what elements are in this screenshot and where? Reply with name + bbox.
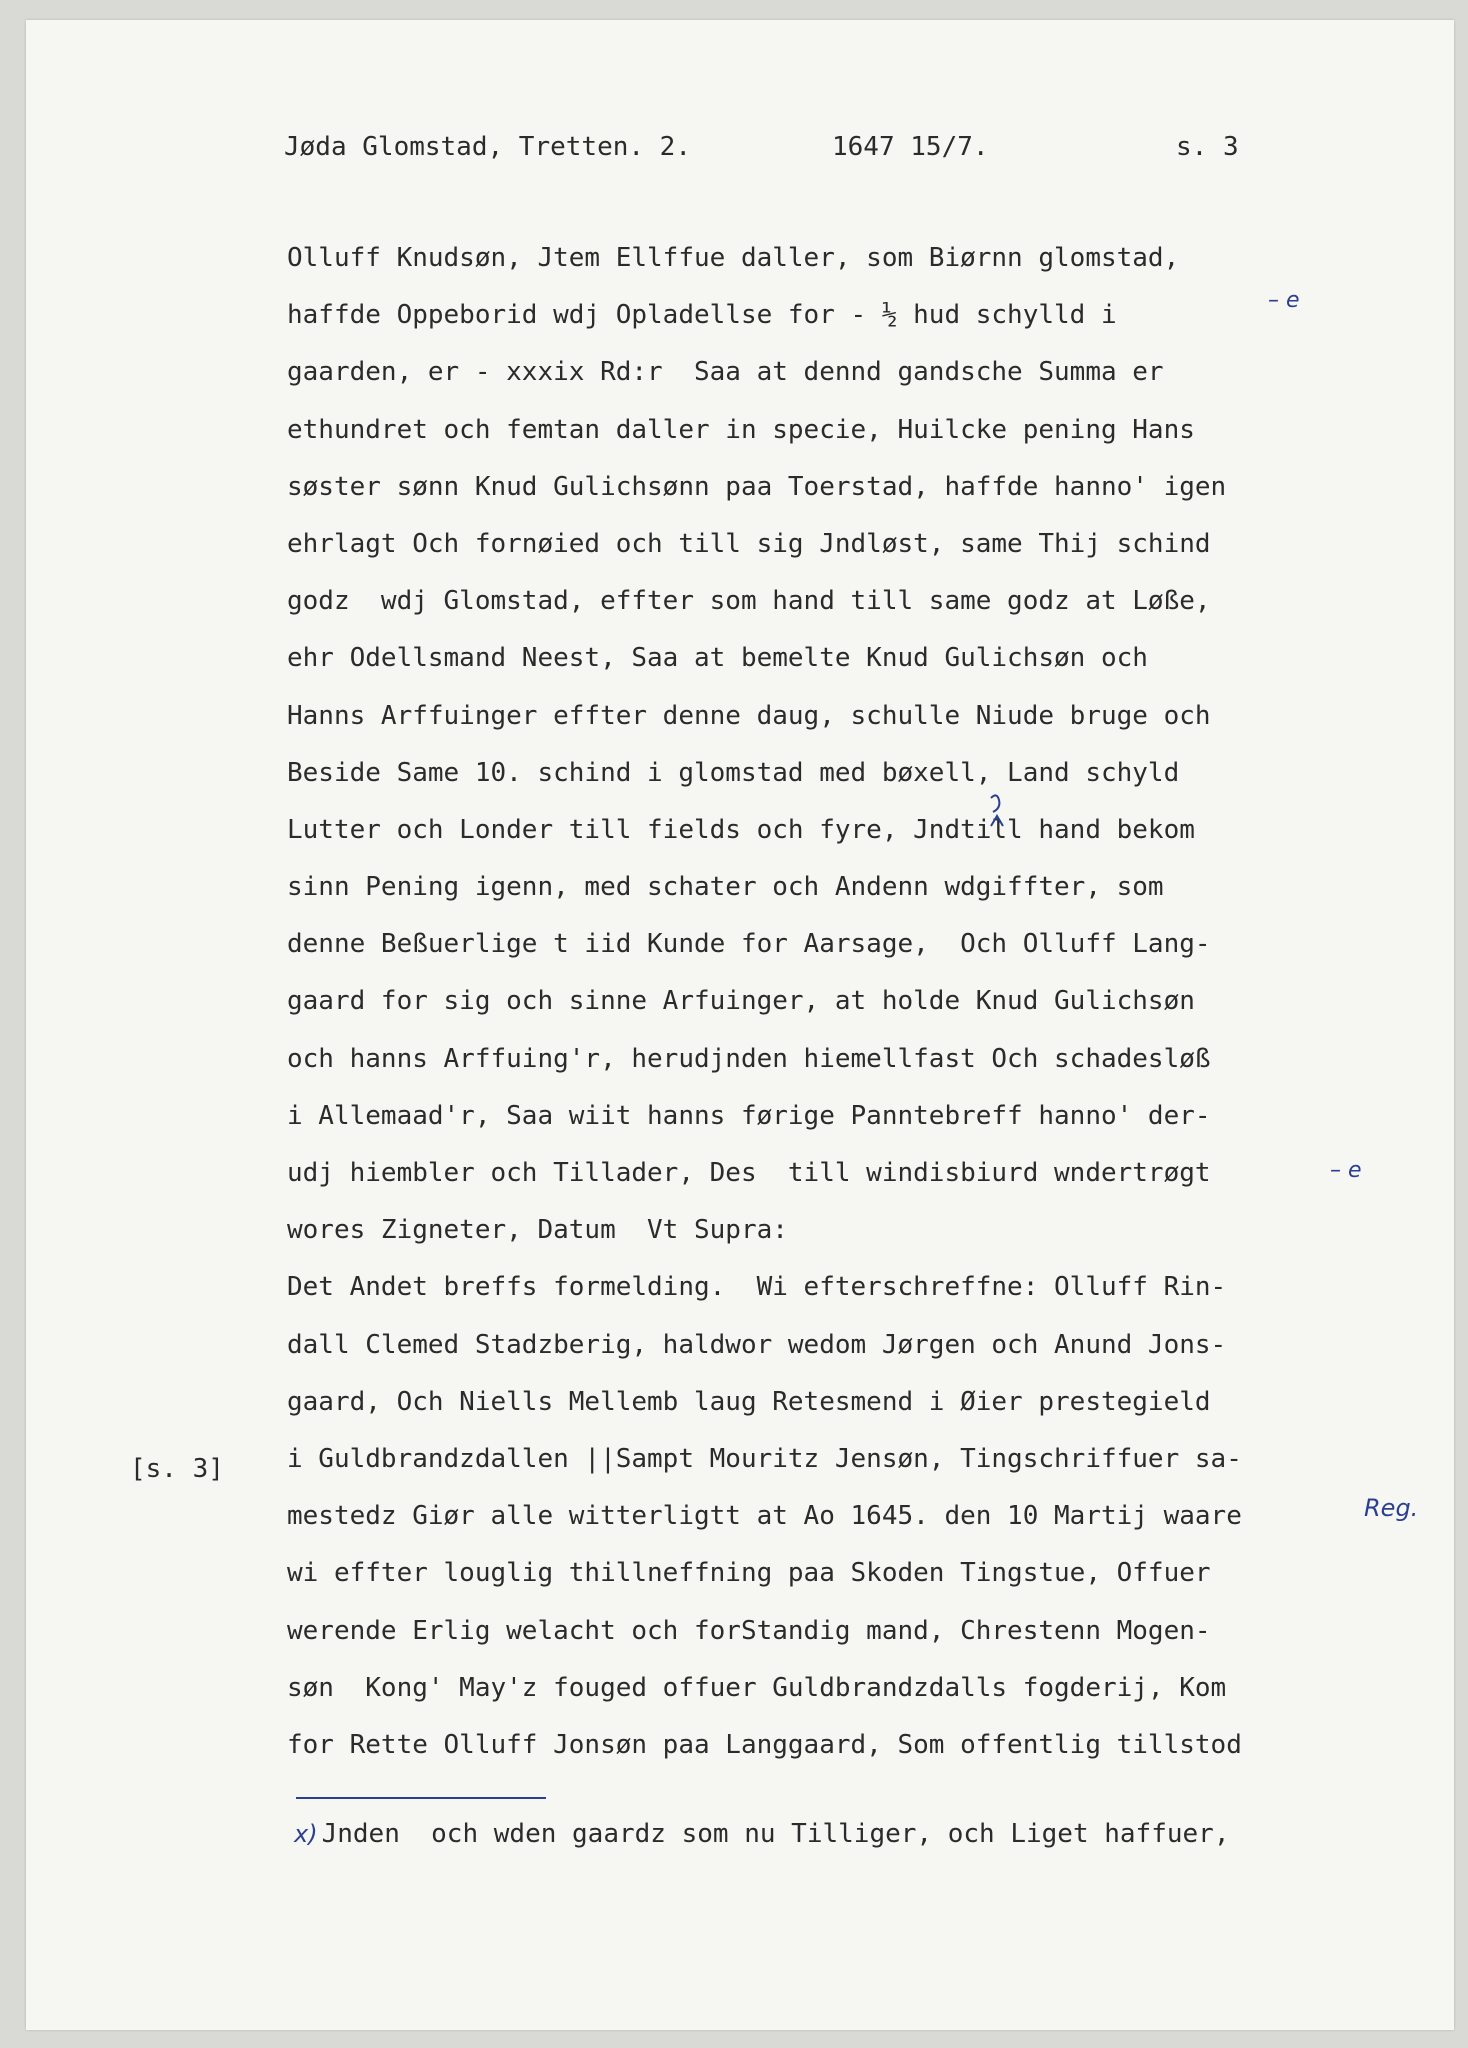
text-line: mestedz Giør alle witterligtt at Ao 1645. den 10 Martij waare [287,1501,1242,1532]
footnote [294,1814,1229,1854]
text-line: haffde Oppeborid wdj Opladellse for - ½ hud schylld i [287,300,1117,331]
text-line: denne Beßuerlige t iid Kunde for Aarsage, Och Olluff Lang- [287,929,1211,960]
text-line: ehr Odellsmand Neest, Saa at bemelte Knud Gulichsøn och [287,643,1148,674]
header-date: 1647 15/7. [832,132,989,162]
text-line: Lutter och Londer till fields och fyre, Jndtill hand bekom [287,814,1195,845]
text-line: Beside Same 10. schind i glomstad med bøxell, Land schyld [287,757,1180,788]
text-line: udj hiembler och Tillader, Des till windisbiurd wndertrøgt [287,1158,1211,1188]
text-line: Olluff Knudsøn, Jtem Ellffue daller, som Biørnn glomstad, [287,243,1180,273]
insertion-caret-icon [985,790,1009,830]
text-line: wi effter louglig thillneffning paa Skoden Tingstue, Offuer [287,1558,1211,1589]
header-place: Jøda Glomstad, Tretten. 2. [284,132,691,162]
footnote-mark: x) [294,1820,318,1848]
header-page-ref: s. 3 [1176,132,1239,162]
text-line: gaard for sig och sinne Arfuinger, at holde Knud Gulichsøn [287,986,1195,1017]
handwritten-correction-e: – e [1268,288,1300,313]
text-line: gaarden, er - xxxix Rd:r Saa at dennd gandsche Summa er [287,357,1164,388]
text-line: Hanns Arffuinger effter denne daug, schulle Niude bruge och [287,700,1211,731]
handwritten-correction-e: – e [1330,1158,1362,1183]
footnote-divider [296,1797,546,1799]
text-line: i Allemaad'r, Saa wiit hanns førige Panntebreff hanno' der- [287,1100,1211,1131]
text-line: gaard, Och Niells Mellemb laug Retesmend i Øier prestegield [287,1386,1211,1417]
document-header [284,132,1284,172]
text-line: sinn Pening igenn, med schater och Andenn wdgiffter, som [287,872,1164,903]
text-line: for Rette Olluff Jonsøn paa Langgaard, Som offentlig tillstod [287,1729,1242,1760]
text-line: dall Clemed Stadzberig, haldwor wedom Jørgen och Anund Jons- [287,1329,1227,1360]
text-line: Det Andet breffs formelding. Wi efterschreffne: Olluff Rin- [287,1272,1227,1303]
text-line: ehrlagt Och fornøied och till sig Jndløst, same Thij schind [287,528,1211,559]
text-line: wores Zigneter, Datum Vt Supra: [287,1215,788,1246]
text-line: ethundret och femtan daller in specie, Huilcke pening Hans [287,414,1195,445]
handwritten-reg-note: Reg. [1364,1494,1419,1522]
text-line: werende Erlig welacht och forStandig mand, Chrestenn Mogen- [287,1615,1211,1646]
footnote-text: Jnden och wden gaardz som nu Tilliger, och Liget haffuer, [321,1819,1230,1849]
transcription-body [287,238,1242,1782]
text-line: søster sønn Knud Gulichsønn paa Toerstad, haffde hanno' igen [287,471,1227,502]
margin-page-ref: [s. 3] [130,1454,224,1484]
text-line: och hanns Arffuing'r, herudjnden hiemellfast Och schadesløß [287,1043,1211,1074]
text-line: godz wdj Glomstad, effter som hand till same godz at Løße, [287,586,1211,617]
text-line: søn Kong' May'z fouged offuer Guldbrandzdalls fogderij, Kom [287,1672,1227,1703]
text-line: i Guldbrandzdallen ||Sampt Mouritz Jensøn, Tingschriffuer sa- [287,1443,1242,1474]
